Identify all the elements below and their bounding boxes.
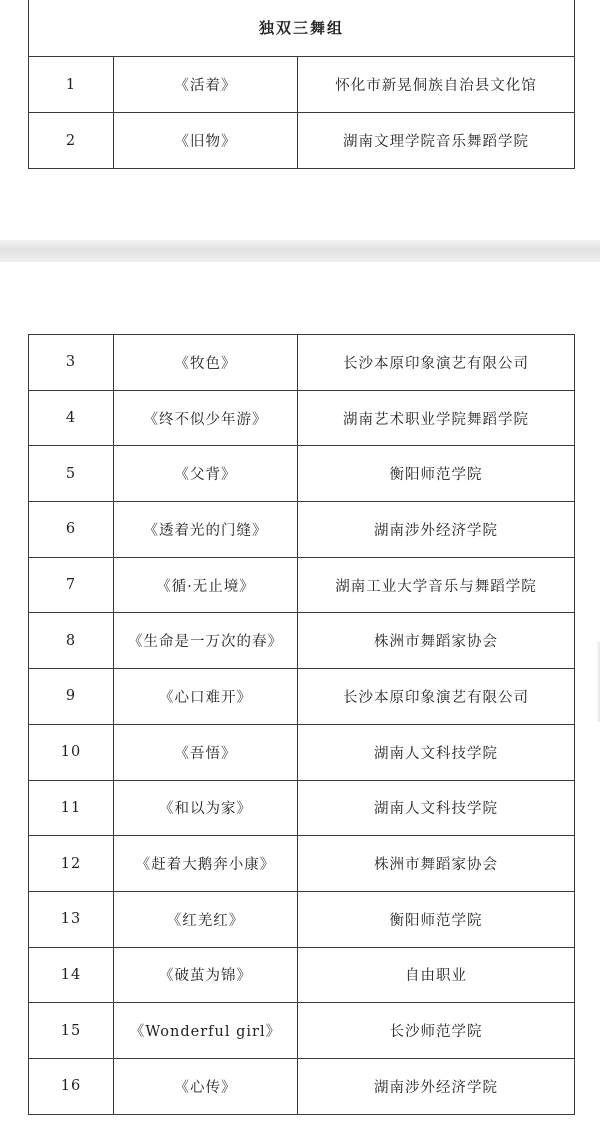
entry-number: 10	[29, 724, 114, 780]
organization: 湖南人文科技学院	[298, 724, 575, 780]
work-title: 《活着》	[114, 57, 298, 113]
work-title: 《生命是一万次的春》	[114, 613, 298, 669]
organization: 湖南涉外经济学院	[298, 1058, 575, 1114]
entry-number: 14	[29, 947, 114, 1003]
organization: 衡阳师范学院	[298, 891, 575, 947]
results-table-top	[28, 0, 575, 169]
work-title: 《旧物》	[114, 113, 298, 169]
work-title: 《赶着大鹅奔小康》	[114, 836, 298, 892]
organization: 长沙本原印象演艺有限公司	[298, 335, 575, 391]
work-title: 《心口难开》	[114, 669, 298, 725]
table-title-row	[29, 0, 575, 57]
work-title: 《破茧为锦》	[114, 947, 298, 1003]
entry-number: 1	[29, 57, 114, 113]
entry-number: 6	[29, 502, 114, 558]
section-title: 独双三舞组	[29, 0, 575, 57]
entry-number: 8	[29, 613, 114, 669]
organization: 湖南艺术职业学院舞蹈学院	[298, 390, 575, 446]
work-title: 《和以为家》	[114, 780, 298, 836]
work-title: 《Wonderful girl》	[114, 1003, 298, 1059]
work-title: 《心传》	[114, 1058, 298, 1114]
table-row	[29, 891, 575, 947]
document-page-top	[0, 0, 600, 240]
entry-number: 13	[29, 891, 114, 947]
entry-number: 12	[29, 836, 114, 892]
organization: 株洲市舞蹈家协会	[298, 836, 575, 892]
work-title: 《红羌红》	[114, 891, 298, 947]
entry-number: 5	[29, 446, 114, 502]
work-title: 《牧色》	[114, 335, 298, 391]
table-row	[29, 502, 575, 558]
organization: 湖南人文科技学院	[298, 780, 575, 836]
table-row	[29, 780, 575, 836]
work-title: 《透着光的门缝》	[114, 502, 298, 558]
organization: 衡阳师范学院	[298, 446, 575, 502]
table-row	[29, 1058, 575, 1114]
work-title: 《吾悟》	[114, 724, 298, 780]
organization: 怀化市新晃侗族自治县文化馆	[298, 57, 575, 113]
entry-number: 9	[29, 669, 114, 725]
entry-number: 2	[29, 113, 114, 169]
entry-number: 4	[29, 390, 114, 446]
organization: 湖南涉外经济学院	[298, 502, 575, 558]
results-table-bottom	[28, 334, 575, 1115]
table-row	[29, 1003, 575, 1059]
table-row	[29, 57, 575, 113]
entry-number: 11	[29, 780, 114, 836]
table-row	[29, 390, 575, 446]
table-row	[29, 947, 575, 1003]
work-title: 《终不似少年游》	[114, 390, 298, 446]
entry-number: 7	[29, 557, 114, 613]
table-row	[29, 335, 575, 391]
page-edge-shadow	[596, 642, 600, 722]
organization: 长沙本原印象演艺有限公司	[298, 669, 575, 725]
table-row	[29, 446, 575, 502]
table-row	[29, 669, 575, 725]
organization: 长沙师范学院	[298, 1003, 575, 1059]
table-row	[29, 613, 575, 669]
organization: 株洲市舞蹈家协会	[298, 613, 575, 669]
table-row	[29, 724, 575, 780]
organization: 自由职业	[298, 947, 575, 1003]
entry-number: 16	[29, 1058, 114, 1114]
table-row	[29, 836, 575, 892]
page-break	[0, 240, 600, 262]
document-page-bottom	[0, 262, 600, 1142]
table-row	[29, 113, 575, 169]
work-title: 《父背》	[114, 446, 298, 502]
work-title: 《循·无止境》	[114, 557, 298, 613]
entry-number: 3	[29, 335, 114, 391]
table-row	[29, 557, 575, 613]
organization: 湖南文理学院音乐舞蹈学院	[298, 113, 575, 169]
organization: 湖南工业大学音乐与舞蹈学院	[298, 557, 575, 613]
entry-number: 15	[29, 1003, 114, 1059]
